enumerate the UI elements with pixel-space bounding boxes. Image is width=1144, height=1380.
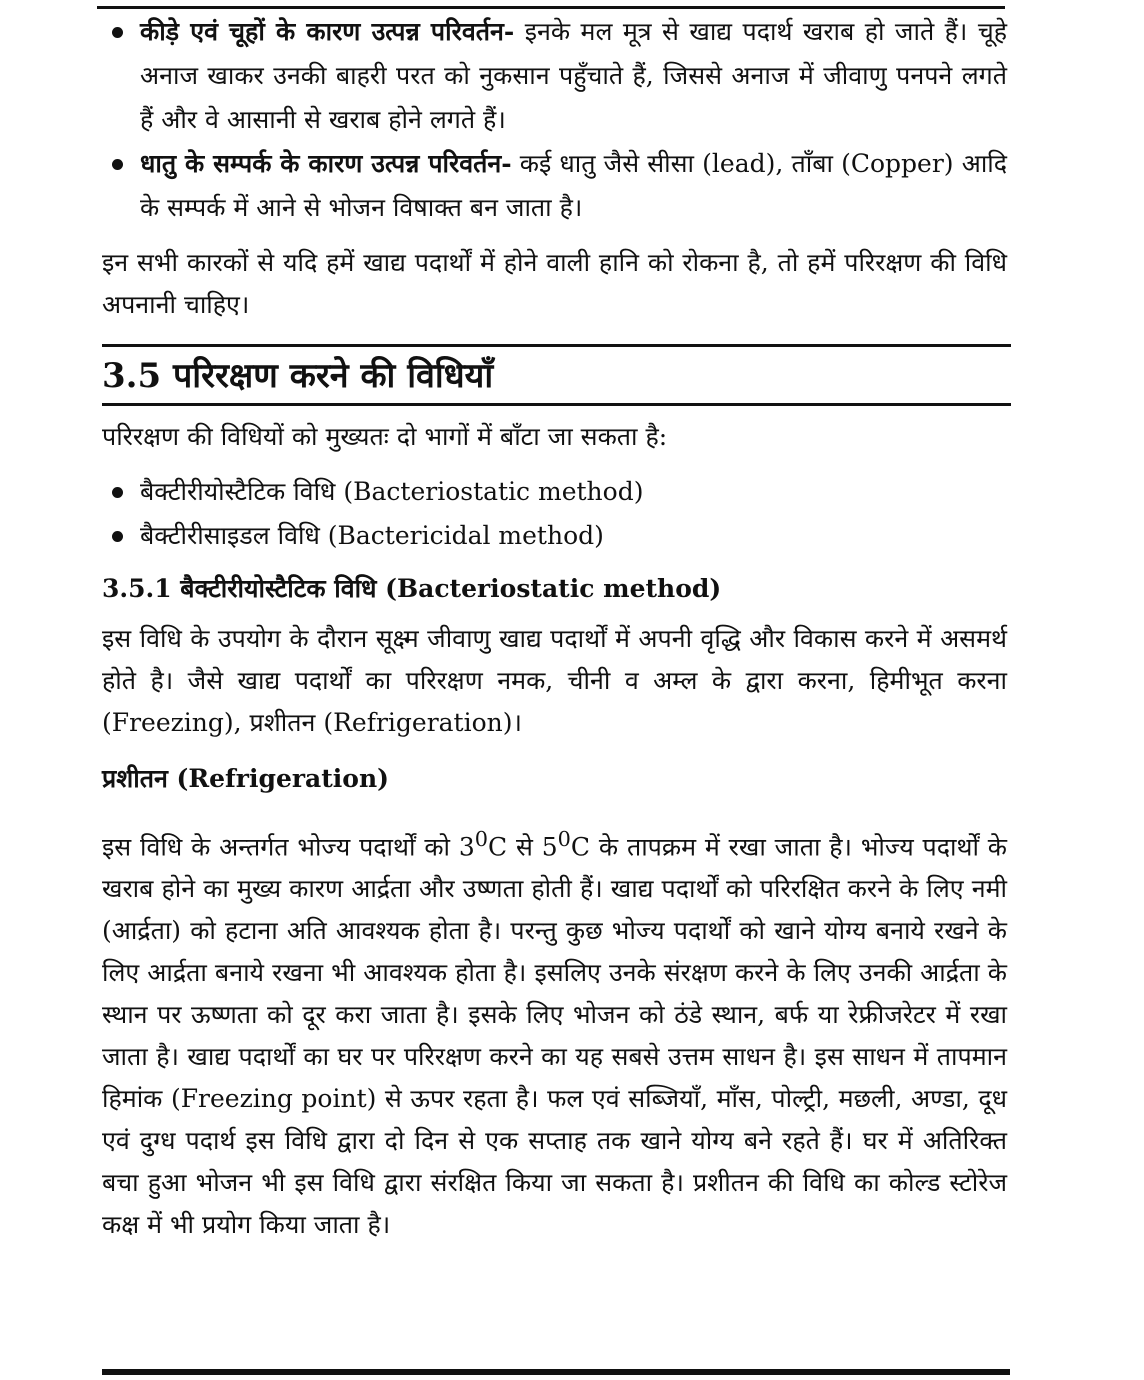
refrigeration-text-part: C से 5 <box>488 832 558 862</box>
spoilage-causes-list <box>102 10 1007 230</box>
section-heading-block <box>102 344 1007 406</box>
subsection-title: 3.5.1 बैक्टीरीयोस्टैटिक विधि (Bacteriostatic method) <box>102 574 722 603</box>
list-item-term: धातु के सम्पर्क के कारण उत्पन्न परिवर्तन- <box>140 149 512 178</box>
top-rule <box>97 6 1005 9</box>
refrigeration-paragraph <box>102 818 1007 1246</box>
list-item <box>102 142 1007 230</box>
section-title: 3.5 परिरक्षण करने की विधियाँ <box>102 356 494 396</box>
document-page <box>102 10 1007 1246</box>
bottom-rule <box>102 1369 1010 1375</box>
list-item: बैक्टीरीसाइडल विधि (Bactericidal method) <box>102 514 1007 558</box>
methods-list <box>102 470 1007 558</box>
section-rule-bottom <box>102 403 1011 406</box>
refrigeration-text-part: इस विधि के अन्तर्गत भोज्य पदार्थों को 3 <box>102 832 475 862</box>
intro-paragraph: इन सभी कारकों से यदि हमें खाद्य पदार्थों में होने वाली हानि को रोकना है, तो हमें परिरक्षण की विधि अपनानी चाहिए। <box>102 248 1007 319</box>
list-item-text: कई धातु जैसे सीसा (lead), ताँबा (Copper) आदि के सम्पर्क में आने से भोजन विषाक्त बन जाता है। <box>140 149 1007 222</box>
list-item-term: कीड़े एवं चूहों के कारण उत्पन्न परिवर्तन- <box>140 17 515 46</box>
section-intro: परिरक्षण की विधियों को मुख्यतः दो भागों में बाँटा जा सकता है: <box>102 422 668 451</box>
list-item: बैक्टीरीयोस्टैटिक विधि (Bacteriostatic method) <box>102 470 1007 514</box>
list-item <box>102 10 1007 142</box>
refrigeration-title: प्रशीतन (Refrigeration) <box>102 764 389 793</box>
refrigeration-text-part: C के तापक्रम में रखा जाता है। भोज्य पदार्थों के खराब होने का मुख्य कारण आर्द्रता और उष्णता होती हैं। खाद्य पदार्थों को परिरक्षित करने के लिए नमी (आर्द्रता) को हटाना अति आवश्यक होता है। परन्तु कुछ भोज्य पदार्थों को खाने योग्य बनाये रखने के लिए आर्द्रता बनाये रखना भी आवश्यक होता है। इसलिए उनके संरक्षण करने के लिए उनकी आर्द्रता के स्थान पर ऊष्णता को दूर करा जाता है। इसके लिए भोजन को ठंडे स्थान, बर्फ या रेफ्रीजरेटर में रखा जाता है। खाद्य पदार्थों का घर पर परिरक्षण करने का यह सबसे उत्तम साधन है। इस साधन में तापमान हिमांक (Freezing point) से ऊपर रहता है। फल एवं सब्जियाँ, माँस, पोल्ट्री, मछली, अण्डा, दूध एवं दुग्ध पदार्थ इस विधि द्वारा दो दिन से एक सप्ताह तक खाने योग्य बने रहते हैं। घर में अतिरिक्त बचा हुआ भोजन भी इस विधि द्वारा संरक्षित किया जा सकता है। प्रशीतन की विधि का कोल्ड स्टोरेज कक्ष में भी प्रयोग किया जाता है। <box>102 832 1008 1240</box>
degree-superscript: 0 <box>474 827 489 851</box>
degree-superscript: 0 <box>557 827 571 851</box>
subsection-paragraph: इस विधि के उपयोग के दौरान सूक्ष्म जीवाणु खाद्य पदार्थों में अपनी वृद्धि और विकास करने में असमर्थ होते है। जैसे खाद्य पदार्थों का परिरक्षण नमक, चीनी व अम्ल के द्वारा करना, हिमीभूत करना (Freezing), प्रशीतन (Refrigeration)। <box>102 624 1007 737</box>
list-item-text: इनके मल मूत्र से खाद्य पदार्थ खराब हो जाते हैं। चूहे अनाज खाकर उनकी बाहरी परत को नुकसान पहुँचाते हैं, जिससे अनाज में जीवाणु पनपने लगते हैं और वे आसानी से खराब होने लगते हैं। <box>140 17 1007 134</box>
